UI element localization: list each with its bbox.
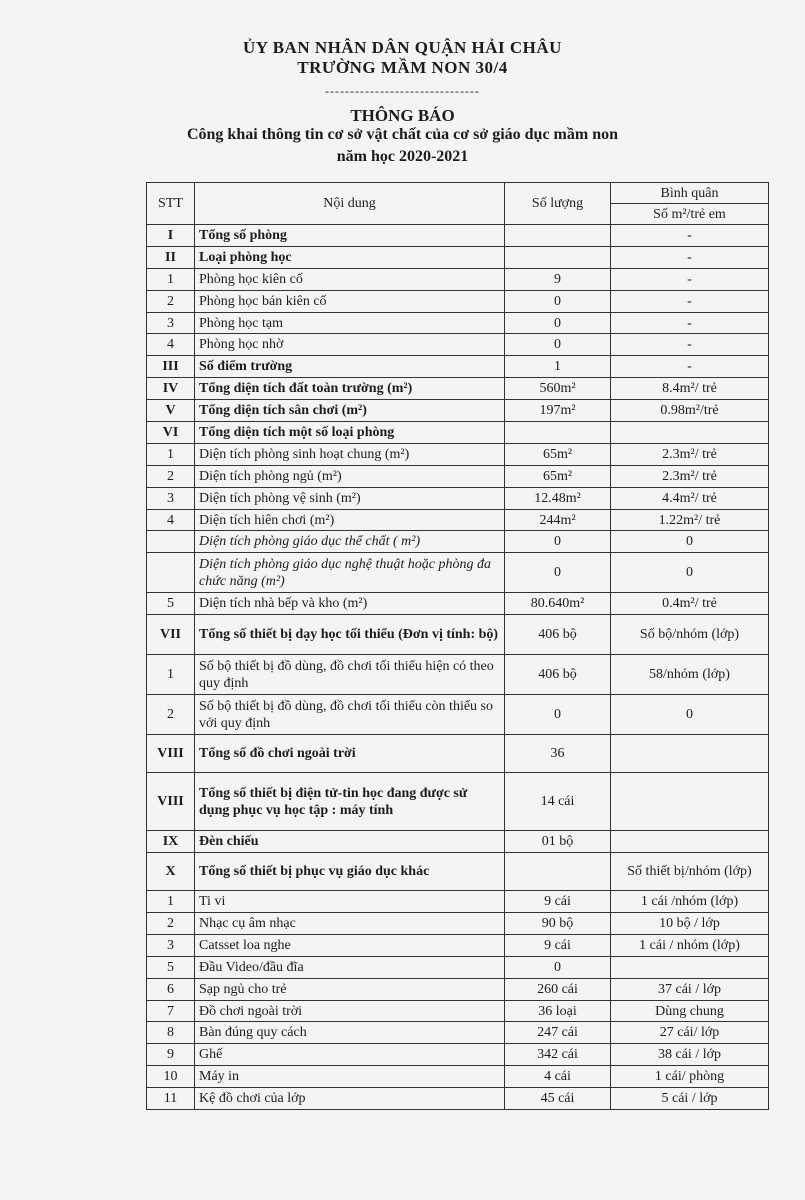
- row-stt: III: [147, 356, 195, 378]
- row-stt: 1: [147, 268, 195, 290]
- row-stt: [147, 531, 195, 553]
- row-average: Dùng chung: [611, 1000, 769, 1022]
- row-quantity: 12.48m²: [505, 487, 611, 509]
- row-stt: 3: [147, 487, 195, 509]
- table-row: [147, 831, 769, 853]
- row-average: -: [611, 356, 769, 378]
- table-row: [147, 465, 769, 487]
- row-average: 0.4m²/ trẻ: [611, 593, 769, 615]
- header-average: Bình quân: [611, 183, 769, 204]
- row-stt: VIII: [147, 735, 195, 773]
- table-row: [147, 378, 769, 400]
- row-average: 58/nhóm (lớp): [611, 655, 769, 695]
- table-row: [147, 891, 769, 913]
- table-row: [147, 312, 769, 334]
- table-row: [147, 1022, 769, 1044]
- row-stt: 11: [147, 1088, 195, 1110]
- table-row: [147, 225, 769, 247]
- row-average: 8.4m²/ trẻ: [611, 378, 769, 400]
- row-stt: IX: [147, 831, 195, 853]
- row-quantity: 9 cái: [505, 891, 611, 913]
- row-quantity: 406 bộ: [505, 615, 611, 655]
- row-average: -: [611, 312, 769, 334]
- row-quantity: 247 cái: [505, 1022, 611, 1044]
- header-average-unit: Số m²/trẻ em: [611, 204, 769, 225]
- table-row: [147, 1088, 769, 1110]
- document-title: THÔNG BÁO: [350, 106, 455, 125]
- row-average: 0: [611, 695, 769, 735]
- row-stt: 1: [147, 655, 195, 695]
- row-quantity: 260 cái: [505, 978, 611, 1000]
- row-stt: IV: [147, 378, 195, 400]
- row-content: Đầu Video/đầu đĩa: [195, 956, 505, 978]
- row-content: Tổng diện tích đất toàn trường (m²): [195, 378, 505, 400]
- row-average: -: [611, 334, 769, 356]
- row-quantity: 0: [505, 531, 611, 553]
- row-content: Sạp ngủ cho trẻ: [195, 978, 505, 1000]
- row-content: Diện tích phòng giáo dục thể chất ( m²): [195, 531, 505, 553]
- row-average: 0.98m²/trẻ: [611, 400, 769, 422]
- row-stt: VII: [147, 615, 195, 655]
- row-stt: 3: [147, 312, 195, 334]
- row-quantity: 4 cái: [505, 1066, 611, 1088]
- row-content: Phòng học nhờ: [195, 334, 505, 356]
- table-row: [147, 956, 769, 978]
- header-content: Nội dung: [195, 183, 505, 225]
- row-stt: 4: [147, 334, 195, 356]
- row-content: Diện tích nhà bếp và kho (m²): [195, 593, 505, 615]
- row-content: Số bộ thiết bị đồ dùng, đồ chơi tối thiểu còn thiếu so với quy định: [195, 695, 505, 735]
- row-content: Phòng học tạm: [195, 312, 505, 334]
- row-average: 38 cái / lớp: [611, 1044, 769, 1066]
- table-row: [147, 853, 769, 891]
- row-stt: 2: [147, 913, 195, 935]
- row-average: -: [611, 268, 769, 290]
- table-row: [147, 422, 769, 444]
- row-quantity: 0: [505, 956, 611, 978]
- row-content: Ghế: [195, 1044, 505, 1066]
- table-row: [147, 400, 769, 422]
- table-row: [147, 934, 769, 956]
- row-quantity: 197m²: [505, 400, 611, 422]
- row-quantity: 65m²: [505, 443, 611, 465]
- row-content: Máy in: [195, 1066, 505, 1088]
- row-stt: 5: [147, 593, 195, 615]
- row-stt: II: [147, 246, 195, 268]
- row-quantity: 90 bộ: [505, 913, 611, 935]
- row-stt: VIII: [147, 773, 195, 831]
- row-content: Số bộ thiết bị đồ dùng, đồ chơi tối thiểu hiện có theo quy định: [195, 655, 505, 695]
- row-content: Diện tích phòng giáo dục nghệ thuật hoặc phòng đa chức năng (m²): [195, 553, 505, 593]
- row-quantity: 244m²: [505, 509, 611, 531]
- table-row: [147, 978, 769, 1000]
- row-quantity: 560m²: [505, 378, 611, 400]
- row-average: 37 cái / lớp: [611, 978, 769, 1000]
- row-content: Diện tích phòng sinh hoạt chung (m²): [195, 443, 505, 465]
- table-row: [147, 655, 769, 695]
- table-row: [147, 443, 769, 465]
- row-average: 1 cái /nhóm (lớp): [611, 891, 769, 913]
- row-quantity: [505, 853, 611, 891]
- row-content: Diện tích phòng vệ sinh (m²): [195, 487, 505, 509]
- header-quantity: Số lượng: [505, 183, 611, 225]
- row-stt: 2: [147, 465, 195, 487]
- row-average: 2.3m²/ trẻ: [611, 443, 769, 465]
- school-name: TRƯỜNG MẦM NON 30/4: [297, 58, 508, 77]
- table-row: [147, 334, 769, 356]
- row-quantity: [505, 422, 611, 444]
- header-stt: STT: [147, 183, 195, 225]
- row-average: 1 cái/ phòng: [611, 1066, 769, 1088]
- row-quantity: 80.640m²: [505, 593, 611, 615]
- row-stt: V: [147, 400, 195, 422]
- school-year: năm học 2020-2021: [336, 148, 469, 165]
- table-row: [147, 509, 769, 531]
- row-quantity: 1: [505, 356, 611, 378]
- document-subtitle: Công khai thông tin cơ sở vật chất của cơ sở giáo dục mầm non: [186, 126, 619, 143]
- table-row: [147, 531, 769, 553]
- row-quantity: 14 cái: [505, 773, 611, 831]
- table-row: [147, 593, 769, 615]
- table-row: [147, 553, 769, 593]
- row-content: Tổng số đồ chơi ngoài trời: [195, 735, 505, 773]
- row-stt: 9: [147, 1044, 195, 1066]
- table-row: [147, 1044, 769, 1066]
- row-quantity: 45 cái: [505, 1088, 611, 1110]
- row-average: 2.3m²/ trẻ: [611, 465, 769, 487]
- row-stt: 1: [147, 891, 195, 913]
- table-row: [147, 615, 769, 655]
- table-row: [147, 773, 769, 831]
- table-row: [147, 487, 769, 509]
- row-average: [611, 956, 769, 978]
- row-quantity: 0: [505, 553, 611, 593]
- row-stt: 2: [147, 290, 195, 312]
- row-average: 5 cái / lớp: [611, 1088, 769, 1110]
- row-content: Ti vi: [195, 891, 505, 913]
- row-average: [611, 735, 769, 773]
- row-average: -: [611, 290, 769, 312]
- row-average: 0: [611, 553, 769, 593]
- row-stt: 8: [147, 1022, 195, 1044]
- row-quantity: 406 bộ: [505, 655, 611, 695]
- table-row: [147, 268, 769, 290]
- table-row: [147, 1000, 769, 1022]
- row-stt: 3: [147, 934, 195, 956]
- row-content: Phòng học bán kiên cố: [195, 290, 505, 312]
- row-content: Đèn chiếu: [195, 831, 505, 853]
- row-quantity: 0: [505, 290, 611, 312]
- row-stt: VI: [147, 422, 195, 444]
- row-content: Diện tích phòng ngủ (m²): [195, 465, 505, 487]
- row-content: Tổng số phòng: [195, 225, 505, 247]
- facilities-table: [146, 182, 769, 1110]
- row-average: -: [611, 225, 769, 247]
- row-content: Tổng diện tích sân chơi (m²): [195, 400, 505, 422]
- row-stt: 6: [147, 978, 195, 1000]
- row-quantity: 01 bộ: [505, 831, 611, 853]
- row-quantity: 0: [505, 695, 611, 735]
- table-body: [147, 225, 769, 1110]
- row-content: Tổng số thiết bị dạy học tối thiểu (Đơn vị tính: bộ): [195, 615, 505, 655]
- row-content: Đồ chơi ngoài trời: [195, 1000, 505, 1022]
- row-stt: 2: [147, 695, 195, 735]
- row-average: Số bộ/nhóm (lớp): [611, 615, 769, 655]
- row-quantity: 65m²: [505, 465, 611, 487]
- row-content: Số điểm trường: [195, 356, 505, 378]
- row-average: 27 cái/ lớp: [611, 1022, 769, 1044]
- row-average: [611, 773, 769, 831]
- row-quantity: 36 loại: [505, 1000, 611, 1022]
- table-row: [147, 913, 769, 935]
- table-row: [147, 356, 769, 378]
- table-row: [147, 735, 769, 773]
- row-stt: 4: [147, 509, 195, 531]
- row-average: Số thiết bị/nhóm (lớp): [611, 853, 769, 891]
- row-average: 1.22m²/ trẻ: [611, 509, 769, 531]
- row-stt: 10: [147, 1066, 195, 1088]
- row-content: Nhạc cụ âm nhạc: [195, 913, 505, 935]
- row-content: Tổng số thiết bị phục vụ giáo dục khác: [195, 853, 505, 891]
- row-content: Diện tích hiên chơi (m²): [195, 509, 505, 531]
- row-content: Phòng học kiên cố: [195, 268, 505, 290]
- row-content: Catsset loa nghe: [195, 934, 505, 956]
- row-content: Loại phòng học: [195, 246, 505, 268]
- divider: -------------------------------: [325, 84, 480, 98]
- row-average: 0: [611, 531, 769, 553]
- row-average: -: [611, 246, 769, 268]
- row-average: 1 cái / nhóm (lớp): [611, 934, 769, 956]
- table-row: [147, 246, 769, 268]
- row-content: Tổng diện tích một số loại phòng: [195, 422, 505, 444]
- table-row: [147, 290, 769, 312]
- row-quantity: 9: [505, 268, 611, 290]
- row-average: [611, 831, 769, 853]
- row-average: [611, 422, 769, 444]
- row-quantity: 0: [505, 312, 611, 334]
- row-content: Kệ đồ chơi của lớp: [195, 1088, 505, 1110]
- table-row: [147, 1066, 769, 1088]
- row-quantity: 36: [505, 735, 611, 773]
- table-row: [147, 695, 769, 735]
- row-quantity: 9 cái: [505, 934, 611, 956]
- row-quantity: [505, 225, 611, 247]
- row-stt: 5: [147, 956, 195, 978]
- row-stt: [147, 553, 195, 593]
- row-stt: 1: [147, 443, 195, 465]
- row-quantity: 342 cái: [505, 1044, 611, 1066]
- row-average: 4.4m²/ trẻ: [611, 487, 769, 509]
- row-content: Tổng số thiết bị điện tử-tin học đang được sử dụng phục vụ học tập : máy tính: [195, 773, 505, 831]
- row-stt: X: [147, 853, 195, 891]
- row-quantity: [505, 246, 611, 268]
- row-content: Bàn đúng quy cách: [195, 1022, 505, 1044]
- org-name: ỦY BAN NHÂN DÂN QUẬN HẢI CHÂU: [243, 38, 562, 57]
- row-average: 10 bộ / lớp: [611, 913, 769, 935]
- row-quantity: 0: [505, 334, 611, 356]
- row-stt: 7: [147, 1000, 195, 1022]
- row-stt: I: [147, 225, 195, 247]
